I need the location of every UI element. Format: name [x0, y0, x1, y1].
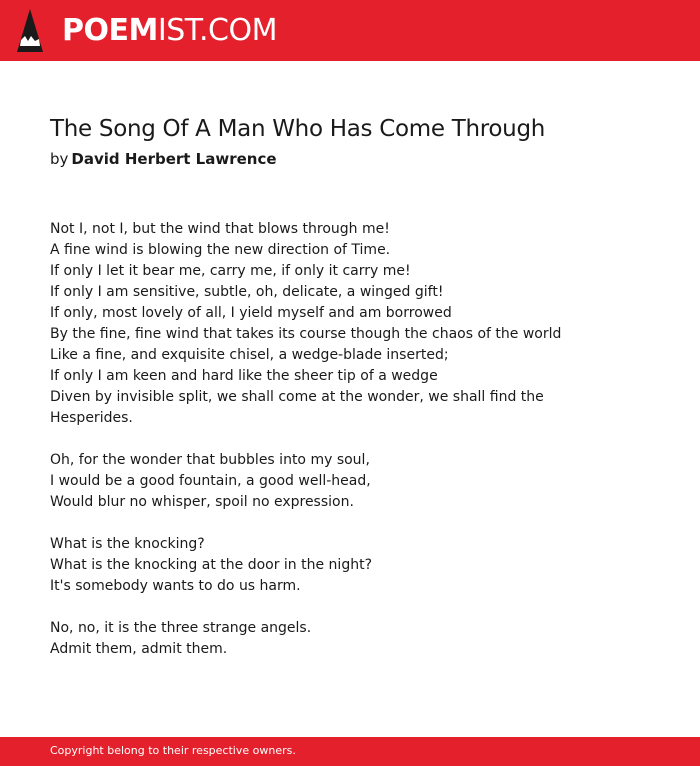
pencil-icon[interactable]: [17, 9, 43, 52]
site-footer: [0, 737, 700, 766]
poem-line: If only, most lovely of all, I yield myself and am borrowed: [50, 305, 452, 321]
by-label: by: [50, 150, 69, 168]
logo-brand-bold: POEM: [62, 13, 158, 48]
poem-line: Admit them, admit them.: [50, 641, 228, 657]
site-logo[interactable]: [62, 12, 277, 50]
poem-body: [50, 219, 670, 681]
stanza-2: [50, 450, 670, 513]
poem-line: By the fine, fine wind that takes its course though the chaos of the world: [50, 326, 562, 342]
poem-line: I would be a good fountain, a good well-head,: [50, 473, 371, 489]
poem-line: Diven by invisible split, we shall come at the wonder, we shall find the: [50, 389, 544, 405]
poem-line: It's somebody wants to do us harm.: [50, 578, 301, 594]
copyright-notice: Copyright belong to their respective owners.: [50, 744, 296, 757]
poem-line: What is the knocking?: [50, 536, 205, 552]
author-name: David Herbert Lawrence: [71, 150, 277, 168]
poem-line: Oh, for the wonder that bubbles into my soul,: [50, 452, 370, 468]
poem-title: The Song Of A Man Who Has Come Through: [50, 116, 546, 142]
poem-line: If only I am sensitive, subtle, oh, delicate, a winged gift!: [50, 284, 444, 300]
stanza-3: [50, 534, 670, 597]
poem-line: What is the knocking at the door in the night?: [50, 557, 372, 573]
poem-line: Like a fine, and exquisite chisel, a wedge-blade inserted;: [50, 347, 449, 363]
poem-line: A fine wind is blowing the new direction of Time.: [50, 242, 391, 258]
poem-line: If only I am keen and hard like the sheer tip of a wedge: [50, 368, 438, 384]
byline: [50, 150, 277, 168]
poem-line: If only I let it bear me, carry me, if only it carry me!: [50, 263, 411, 279]
stanza-4: [50, 618, 670, 660]
poem-line: No, no, it is the three strange angels.: [50, 620, 312, 636]
stanza-1: [50, 219, 670, 429]
logo-brand-light: IST.COM: [157, 13, 277, 48]
poem-line: Not I, not I, but the wind that blows through me!: [50, 221, 390, 237]
site-header: [0, 0, 700, 61]
poem-line: Would blur no whisper, spoil no expression.: [50, 494, 354, 510]
poem-line: Hesperides.: [50, 410, 133, 426]
